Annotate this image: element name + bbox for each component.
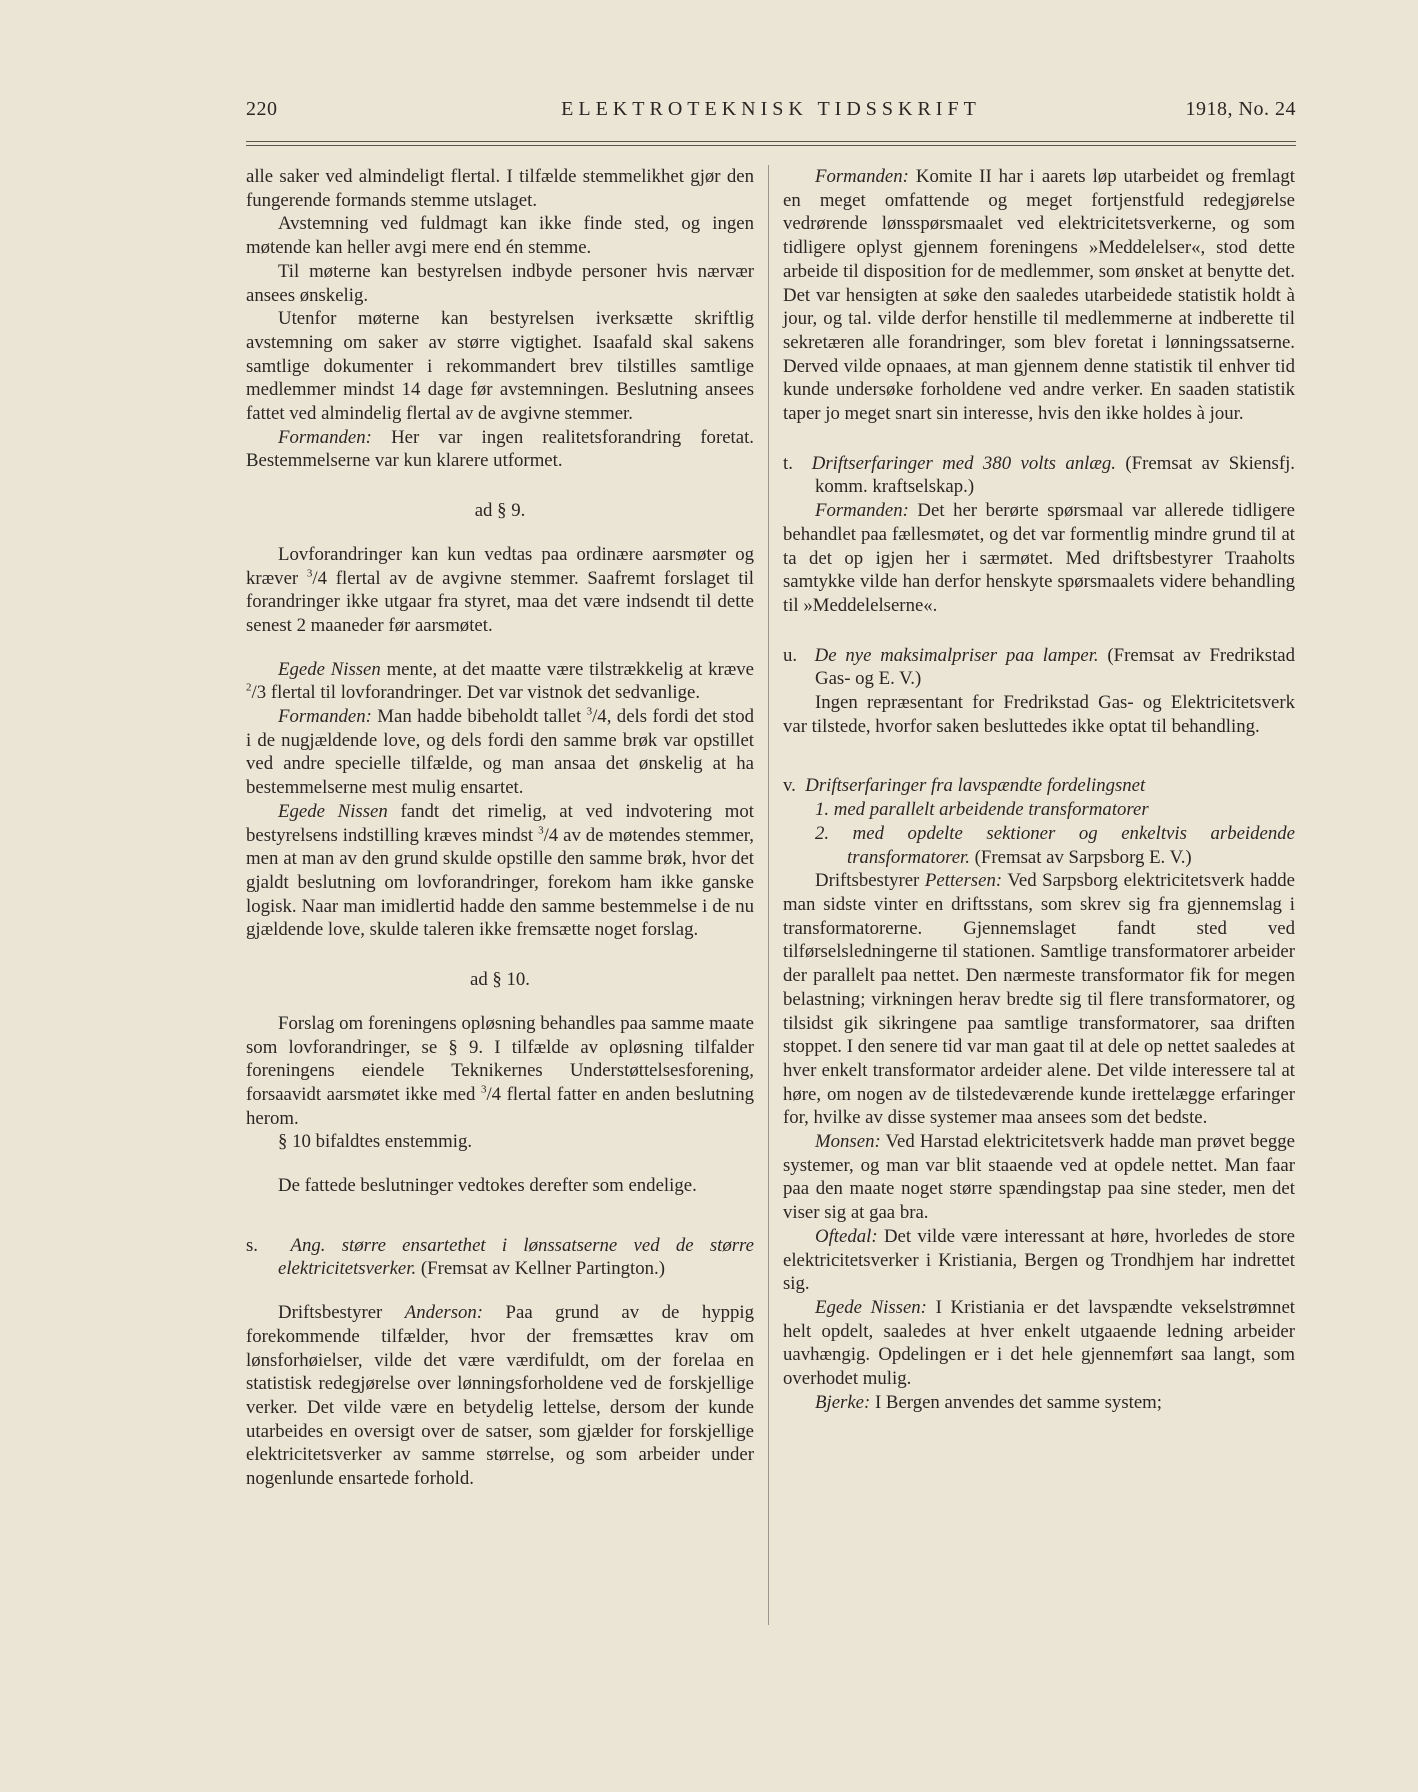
speaker: Formanden:	[815, 166, 909, 187]
paragraph: Til møterne kan bestyrelsen indbyde personer hvis nærvær ansees ønskelig.	[246, 260, 754, 306]
paragraph: Ingen repræsentant for Fredrikstad Gas- og Elektricitetsverk var tilstede, hvorfor saken besluttedes ikke optat til behandling.	[783, 692, 1295, 737]
fraction-denominator: /4	[543, 824, 559, 846]
paragraph	[783, 499, 1295, 618]
paragraph-text: Forslag om foreningens opløsning behandles paa samme maate som lovforandringer, se § 9. I tilfælde av opløsning tilfalder foreningens eiendele Teknikernes Understøttelsesforening, forsaavidt aarsmøtet ikke med	[246, 1012, 754, 1105]
paragraph-text: dels fordi det stod i de nugjældende love, og dels fordi den samme brøk var opstillet ved andre specielle tilfælde, og man ansaa det ønskelig at ha bestemmelserne mest mulig ensartet.	[246, 706, 754, 799]
page-number: 220	[246, 98, 278, 120]
left-column	[246, 165, 754, 1491]
paragraph: Utenfor møterne kan bestyrelsen iverksætte skriftlig avstemning om saker av større vigtighet. Isaafald skal sakens samtlige dokumenter i rekommandert brev tilstilles samtlige medlemmer mindst 14 dage før avstemningen. Beslutning ansees fattet ved almindelig flertal av de avgivne stemmer.	[246, 308, 754, 425]
item-title: Driftserfaringer fra lavspændte fordelingsnet	[805, 775, 1146, 797]
paragraph	[246, 1012, 754, 1131]
paragraph	[783, 1296, 1295, 1391]
item-title: Ang. større ensartethet i lønssatserne ved de større elektricitetsverker.	[278, 1234, 754, 1280]
paragraph-text: flertal til lovforandringer. Det var vistnok det sedvanlige.	[270, 682, 701, 704]
paragraph-text: Lovforandringer kan kun vedtas paa ordinære aarsmøter og kræver	[246, 543, 754, 589]
item-title: Driftserfaringer med 380 volts anlæg.	[811, 452, 1116, 474]
paragraph: Avstemning ved fuldmagt kan ikke finde sted, og ingen møtende kan heller avgi mere end én stemme.	[246, 213, 754, 259]
journal-title: ELEKTROTEKNISK TIDSSKRIFT	[561, 98, 981, 120]
paragraph-text: Ved Sarpsborg elektricitetsverk hadde man sidste vinter en driftsstans, som skrev sig fra gjennemslag i transformatorerne. Gjennemslaget fandt sted ved tilførselsledningerne til stationen. Samtlige transformatorer arbeider der parallelt paa nettet. Den nærmeste transformator fik for megen belastning; virkningen herav bredte sig til flere transformatorer, og tilsidst gik sikringene paa samtlige transformatorer, saa driften stoppet. I den senere tid var man gaat til at dele op nettet saaledes at hver enkelt transformator ardeider alene. Det vilde interessere tal at høre, om nogen av de tilstedeværende kunde irettelægge erfaringer for, hvilke av disse systemer maa ansees som det bedste.	[783, 870, 1296, 1129]
item-source: (Fremsat av Kellner Partington.)	[420, 1258, 665, 1280]
paragraph	[783, 1130, 1295, 1225]
speaker: Egede Nissen:	[815, 1296, 927, 1318]
speaker: Formanden:	[815, 500, 909, 522]
paragraph	[246, 658, 754, 705]
column-divider	[768, 165, 769, 1625]
paragraph-text: Man hadde bibeholdt tallet	[377, 706, 582, 728]
speaker: Pettersen:	[924, 870, 1003, 892]
paragraph	[783, 1225, 1295, 1296]
running-header	[246, 98, 1296, 130]
item-label: s.	[246, 1234, 259, 1256]
paragraph-text: av de møtendes stemmer, men at man av den grund skulde opstille den samme brøk, hvor det gjaldt beslutning om lovforandringer, forekom ham ikke ganske logisk. Naar man imidlertid hadde den samme bestemmelse i de nu gjældende love, skulde taleren ikke fremsætte noget forslag.	[246, 824, 754, 941]
paragraph-text: Det vilde være interessant at høre, hvorledes de store elektricitetsverker i Kristiania, Bergen og Trondhjem har indrettet sig.	[783, 1225, 1295, 1295]
paragraph-text: flertal fatter en anden beslutning herom.	[246, 1083, 755, 1129]
item-source: (Fremsat av Sarpsborg E. V.)	[974, 846, 1192, 868]
paragraph-text: fandt det rimelig, at ved indvotering mot bestyrelsens indstilling kræves mindst	[246, 800, 755, 846]
speaker: Bjerke:	[815, 1391, 871, 1413]
item-label: t.	[783, 452, 793, 474]
paragraph	[246, 543, 754, 638]
paragraph: De fattede beslutninger vedtokes derefter som endelige.	[278, 1175, 697, 1197]
agenda-subitem: 1. med parallelt arbeidende transformatorer	[815, 799, 1149, 821]
issue-label: 1918, No. 24	[1185, 98, 1296, 120]
speaker: Egede Nissen	[278, 800, 388, 822]
paragraph	[246, 800, 754, 942]
agenda-subitem	[783, 822, 1295, 869]
fraction-denominator: /4	[486, 1083, 502, 1105]
item-label: u.	[783, 644, 798, 666]
speaker: Monsen:	[815, 1131, 881, 1153]
fraction-numerator: 3	[586, 705, 593, 718]
paragraph	[783, 869, 1295, 1130]
paragraph-text: Det her berørte spørsmaal var allerede tidligere behandlet paa fællesmøtet, og det var formentlig mindre grund til at ta det op igjen her i særmøtet. Med driftsbestyrer Traaholts samtykke vilde han derfor henskyte spørsmaalets videre behandling til »Meddelelserne«.	[783, 500, 1295, 616]
section-heading-9: ad § 9.	[474, 500, 526, 522]
speaker: Formanden:	[278, 706, 372, 728]
item-source: (Fremsat av Skiensfj. komm. kraftselskap.)	[815, 452, 1295, 498]
paragraph	[783, 1391, 1295, 1415]
paragraph-text: mente, at det maatte være tilstrækkelig at kræve	[386, 658, 754, 680]
paragraph-text: I Bergen anvendes det samme system;	[874, 1391, 1163, 1413]
fraction-numerator: 3	[538, 824, 544, 837]
paragraph	[783, 165, 1295, 426]
paragraph-text: Driftsbestyrer	[815, 870, 920, 892]
item-label: v.	[783, 775, 796, 797]
item-title: 2. med opdelte sektioner og enkeltvis arbeidende transformatorer.	[815, 822, 1295, 868]
speaker: Anderson:	[404, 1302, 484, 1324]
fraction-denominator: /4	[312, 567, 327, 589]
paragraph	[246, 705, 754, 800]
paragraph-text: Paa grund av de hyppig forekommende tilfælder, hvor der fremsættes krav om lønsforhøielser, vilde det være værdifuldt, om der forelaa en statistisk redegjørelse over lønningsforholdene ved de forskjellige verker. Det vilde være en betydelig lettelse, dersom der kunde utarbeides en oversigt over de satser, som gjælder for forskjellige elektricitetsverker av samme størrelse, og som arbeider under nogenlunde ensartede forhold.	[246, 1302, 754, 1490]
paragraph: alle saker ved almindeligt flertal. I tilfælde stemmelikhet gjør den fungerende formands stemme utslaget.	[246, 166, 754, 211]
agenda-item-u	[783, 644, 1295, 691]
paragraph-text: Ved Harstad elektricitetsverk hadde man prøvet begge systemer, og man var blit staaende ved at opdele nettet. Man faar paa den maate noget større spændingstap paa sine steder, men det viser sig at gaa bra.	[783, 1131, 1295, 1224]
item-title: De nye maksimalpriser paa lamper.	[814, 644, 1099, 666]
fraction-numerator: 3	[306, 567, 313, 580]
speaker: Egede Nissen	[278, 658, 381, 680]
agenda-item-t	[783, 452, 1295, 499]
right-column	[783, 165, 1295, 1414]
fraction-numerator: 2	[246, 682, 252, 695]
paragraph-text: Driftsbestyrer	[278, 1302, 383, 1324]
paragraph-text: Her var ingen realitetsforandring foretat. Bestemmelserne var kun klarere utformet.	[246, 426, 754, 472]
section-heading-10: ad § 10.	[470, 969, 530, 991]
paragraph-text: Komite II har i aarets løp utarbeidet og fremlagt en meget omfattende og meget fortjenstfuld redegjørelse vedrørende lønsspørsmaalet ved elektricitetsverkerne, og som tidligere oplyst gjennem foreningens »Meddelelser«, stod dette arbeide til disposition for de medlemmer, som ønsket at benytte det. Det var hensigten at søke den saaledes utarbeidede statistik holdt à jour, og tal. vilde derfor henstille til medlemmerne at indberette til sekretæren alle forandringer, som blev foretat i lønningssatserne. Derved vilde opnaaes, at man gjennem denne statistik til enhver tid kunde undersøke forholdene ved andre verker. En saaden statistik taper jo meget snart sin interesse, hvis den ikke holdes à jour.	[783, 166, 1295, 425]
paragraph: § 10 bifaldtes enstemmig.	[278, 1131, 473, 1153]
speaker: Formanden:	[278, 426, 372, 448]
speaker: Oftedal:	[815, 1225, 878, 1247]
header-rule	[246, 141, 1296, 146]
paragraph-text: I Kristiania er det lavspændte vekselstrømnet helt opdelt, saaledes at hver enkelt utgaaende ledning arbeider uavhængig. Opdelingen er i det hele gjennemført saa langt, som overhodet mulig.	[783, 1296, 1295, 1390]
paragraph-text: flertal av de avgivne stemmer. Saafremt forslaget til forandringer ikke utgaar fra styret, maa det være indsendt til dette senest 2 maaneder før aarsmøtet.	[246, 567, 755, 636]
fraction-denominator: /3	[251, 682, 267, 704]
agenda-item-s	[246, 1234, 754, 1281]
agenda-item-v	[783, 774, 1295, 798]
paragraph	[246, 1301, 754, 1491]
paragraph	[246, 426, 754, 473]
fraction-denominator: /4,	[592, 706, 612, 728]
fraction-numerator: 3	[480, 1083, 487, 1096]
item-source: (Fremsat av Fredrikstad Gas- og E. V.)	[815, 644, 1296, 690]
